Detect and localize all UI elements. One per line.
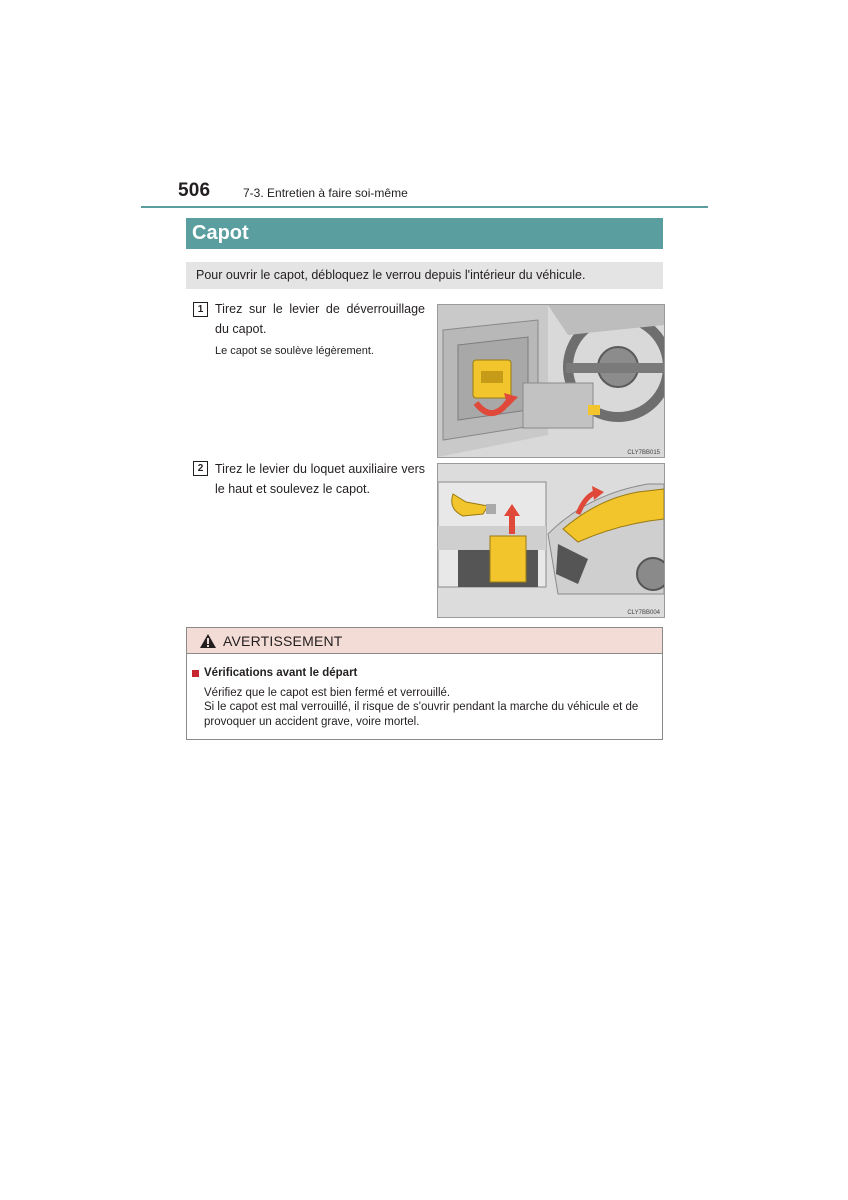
warning-body <box>187 654 662 729</box>
warning-title: AVERTISSEMENT <box>223 632 343 649</box>
step-number-1: 1 <box>193 302 208 317</box>
step-note-1: Le capot se soulève légèrement. <box>215 345 374 357</box>
header-rule <box>141 206 708 208</box>
warning-line-1: Vérifiez que le capot est bien fermé et verrouillé. <box>204 686 451 699</box>
step-number-2: 2 <box>193 461 208 476</box>
warning-text <box>204 686 662 730</box>
warning-item-title: Vérifications avant le départ <box>204 667 358 679</box>
figure-auxiliary-latch <box>437 463 665 618</box>
step-text-1: Tirez sur le levier de déverrouillage du capot. <box>215 302 425 336</box>
warning-header <box>187 628 662 654</box>
warning-line-2: Si le capot est mal verrouillé, il risque de s'ouvrir pendant la marche du véhicule et de provoquer un accident grave, voire mortel. <box>204 701 639 728</box>
page-number: 506 <box>178 180 211 201</box>
bullet-square-icon <box>192 670 199 677</box>
warning-triangle-icon <box>199 633 217 649</box>
warning-item <box>192 666 662 681</box>
page-title: Capot <box>186 218 663 249</box>
figure-code-1: CLY7BB015 <box>627 450 660 456</box>
figure-hood-release-lever <box>437 304 665 458</box>
warning-box <box>186 627 663 740</box>
intro-box: Pour ouvrir le capot, débloquez le verrou depuis l'intérieur du véhicule. <box>186 262 663 289</box>
figure-code-2: CLY7BB004 <box>627 610 660 616</box>
section-reference: 7-3. Entretien à faire soi-même <box>243 186 408 200</box>
step-text-2: Tirez le levier du loquet auxiliaire vers le haut et soulevez le capot. <box>215 462 425 496</box>
